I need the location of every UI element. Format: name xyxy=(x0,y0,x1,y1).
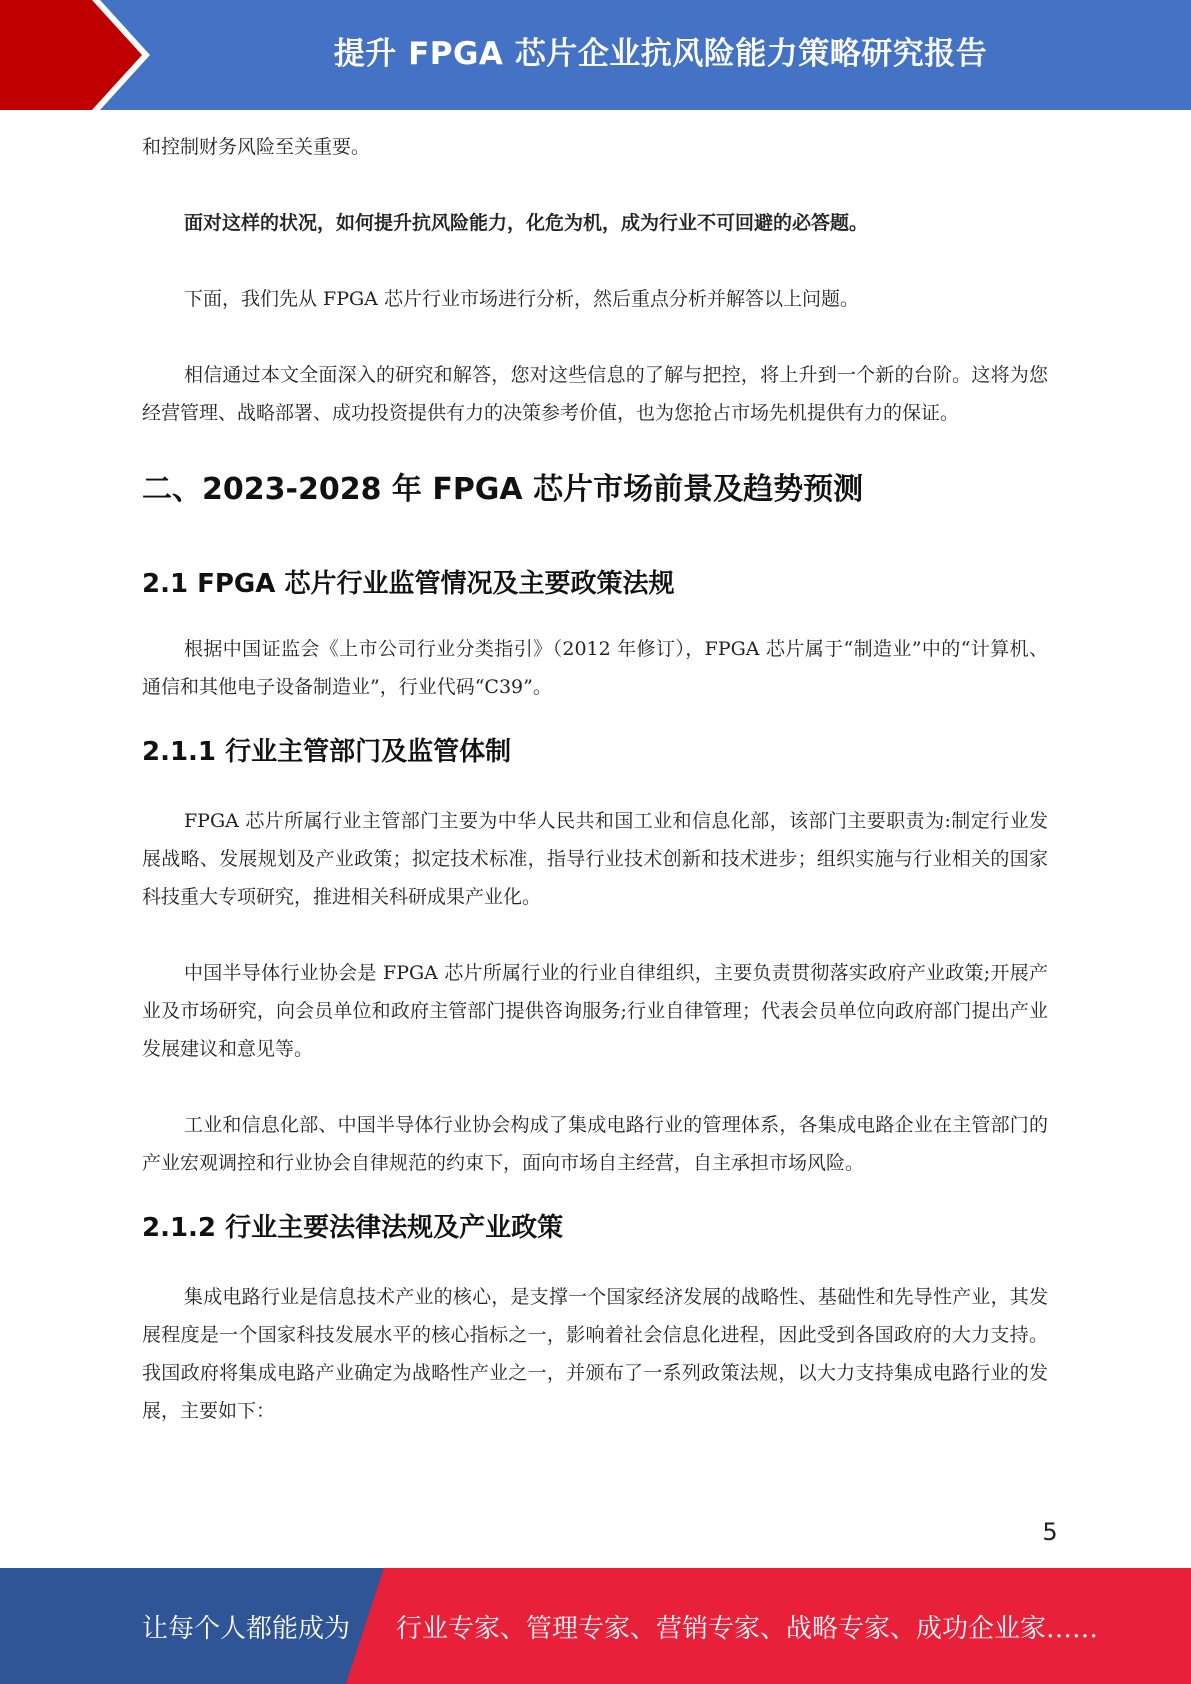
paragraph: 下面，我们先从 FPGA 芯片行业市场进行分析，然后重点分析并解答以上问题。 xyxy=(184,288,859,310)
subsection-heading: 2.1.1 行业主管部门及监管体制 xyxy=(142,737,512,767)
section-heading: 二、2023-2028 年 FPGA 芯片市场前景及趋势预测 xyxy=(142,472,864,507)
paragraph: 和控制财务风险至关重要。 xyxy=(142,136,371,158)
subsection-heading: 2.1 FPGA 芯片行业监管情况及主要政策法规 xyxy=(142,569,675,599)
subsection-heading: 2.1.2 行业主要法律法规及产业政策 xyxy=(142,1213,564,1243)
footer-slogan-right: 行业专家、管理专家、营销专家、战略专家、成功企业家…… xyxy=(396,1613,1099,1644)
paragraph: 根据中国证监会《上市公司行业分类指引》（2012 年修订），FPGA 芯片属于“制造业”中的“计算机、通信和其他电子设备制造业”，行业代码“C39”。 xyxy=(142,638,1048,698)
bold-paragraph: 面对这样的状况，如何提升抗风险能力，化危为机，成为行业不可回避的必答题。 xyxy=(184,212,869,234)
page-number: 5 xyxy=(1042,1518,1058,1546)
paragraph: 工业和信息化部、中国半导体行业协会构成了集成电路行业的管理体系，各集成电路企业在主管部门的产业宏观调控和行业协会自律规范的约束下，面向市场自主经营，自主承担市场风险。 xyxy=(142,1114,1048,1174)
paragraph: 中国半导体行业协会是 FPGA 芯片所属行业的行业自律组织，主要负责贯彻落实政府产业政策;开展产业及市场研究，向会员单位和政府主管部门提供咨询服务;行业自律管理；代表会员单位向政府部门提出产业发展建议和意见等。 xyxy=(142,962,1048,1060)
paragraph: FPGA 芯片所属行业主管部门主要为中华人民共和国工业和信息化部，该部门主要职责为:制定行业发展战略、发展规划及产业政策；拟定技术标准，指导行业技术创新和技术进步；组织实施与行业相关的国家科技重大专项研究，推进相关科研成果产业化。 xyxy=(142,810,1048,908)
page-header xyxy=(0,0,1191,110)
paragraph: 集成电路行业是信息技术产业的核心，是支撑一个国家经济发展的战略性、基础性和先导性产业，其发展程度是一个国家科技发展水平的核心指标之一，影响着社会信息化进程，因此受到各国政府的大力支持。我国政府将集成电路产业确定为战略性产业之一，并颁布了一系列政策法规，以大力支持集成电路行业的发展，主要如下： xyxy=(142,1286,1048,1422)
paragraph: 相信通过本文全面深入的研究和解答，您对这些信息的了解与把控，将上升到一个新的台阶。这将为您经营管理、战略部署、成功投资提供有力的决策参考价值，也为您抢占市场先机提供有力的保证。 xyxy=(142,364,1048,424)
document-body xyxy=(142,128,1048,1430)
page-footer xyxy=(0,1568,1191,1684)
report-title: 提升 FPGA 芯片企业抗风险能力策略研究报告 xyxy=(333,35,988,72)
footer-slogan-left: 让每个人都能成为 xyxy=(142,1613,351,1644)
